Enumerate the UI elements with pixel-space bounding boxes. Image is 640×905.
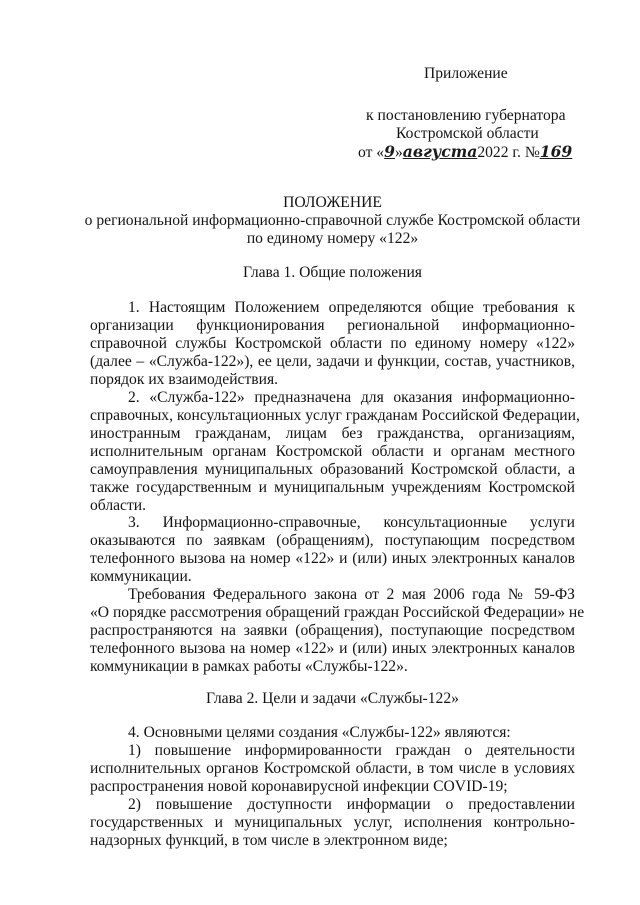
- paragraph-line: 2. «Служба-122» предназначена для оказания информационно-: [128, 389, 575, 406]
- region-name: Костромской области: [396, 125, 539, 142]
- document-subtitle-2: по единому номеру «122»: [246, 230, 419, 247]
- decree-date-line: [358, 143, 588, 162]
- paragraph-line: (далее – «Служба-122»), ее цели, задачи и функции, состав, участников,: [90, 353, 575, 370]
- paragraph-line: организации функционирования региональной информационно-: [90, 317, 575, 334]
- paragraph-line: коммуникации.: [90, 568, 192, 585]
- decree-reference: к постановлению губернатора: [366, 107, 566, 124]
- list-item-line: государственных и муниципальных услуг, исполнения контрольно-: [90, 814, 575, 831]
- date-day: 9: [384, 142, 395, 161]
- paragraph-line: исполнительным органам Костромской области и органам местного: [90, 443, 575, 460]
- date-prefix: от «: [358, 144, 385, 161]
- paragraph-line: «О порядке рассмотрения обращений граждан Российской Федерации» не: [90, 604, 585, 621]
- paragraph-line: области.: [90, 497, 147, 514]
- list-item-line: 1) повышение информированности граждан о деятельности: [128, 742, 575, 759]
- paragraph-line: иностранным гражданам, лицам без гражданства, организациям,: [90, 425, 575, 442]
- paragraph-line: самоуправления муниципальных образований Костромской области, а: [90, 461, 575, 478]
- date-month: августа: [402, 142, 478, 161]
- date-mid: »: [394, 144, 403, 161]
- paragraph-line: 1. Настоящим Положением определяются общие требования к: [128, 299, 575, 316]
- paragraph-line: справочных, консультационных услуг гражданам Российской Федерации,: [90, 407, 580, 424]
- paragraph-line: 3. Информационно-справочные, консультационные услуги: [128, 514, 575, 531]
- list-item-line: 2) повышение доступности информации о предоставлении: [128, 796, 575, 813]
- date-suffix: 2022 г. №: [477, 144, 540, 161]
- paragraph-line: также государственным и муниципальным учреждениям Костромской: [90, 479, 575, 496]
- paragraph-line: телефонного вызова на номер «122» и (или) иных электронных каналов: [90, 550, 575, 567]
- document-subtitle-1: о региональной информационно-справочной службе Костромской области: [84, 212, 581, 229]
- appendix-label: Приложение: [424, 65, 508, 82]
- decree-number: 169: [539, 142, 573, 161]
- paragraph-line: телефонного вызова на номер «122» и (или) иных электронных каналов: [90, 640, 575, 657]
- paragraph-line: порядок их взаимодействия.: [90, 371, 279, 388]
- list-item-line: распространения новой коронавирусной инфекции COVID-19;: [90, 778, 508, 795]
- paragraph-line: справочной службы Костромской области по единому номеру «122»: [90, 335, 575, 352]
- paragraph-line: коммуникации в рамках работы «Службы-122».: [90, 658, 408, 675]
- paragraph-line: оказываются по заявкам (обращениям), поступающим посредством: [90, 532, 575, 549]
- list-item-line: надзорных функций, в том числе в электронном виде;: [90, 832, 448, 849]
- paragraph-line: Требования Федерального закона от 2 мая 2006 года № 59-ФЗ: [128, 586, 575, 603]
- list-item-line: исполнительных органов Костромской области, в том числе в условиях: [90, 760, 575, 777]
- paragraph-line: 4. Основными целями создания «Службы-122» являются:: [128, 724, 511, 741]
- paragraph-line: распространяются на заявки (обращения), поступающие посредством: [90, 622, 575, 639]
- chapter-1-heading: Глава 1. Общие положения: [243, 264, 422, 281]
- chapter-2-heading: Глава 2. Цели и задачи «Службы-122»: [206, 690, 459, 707]
- document-title: ПОЛОЖЕНИЕ: [283, 194, 382, 211]
